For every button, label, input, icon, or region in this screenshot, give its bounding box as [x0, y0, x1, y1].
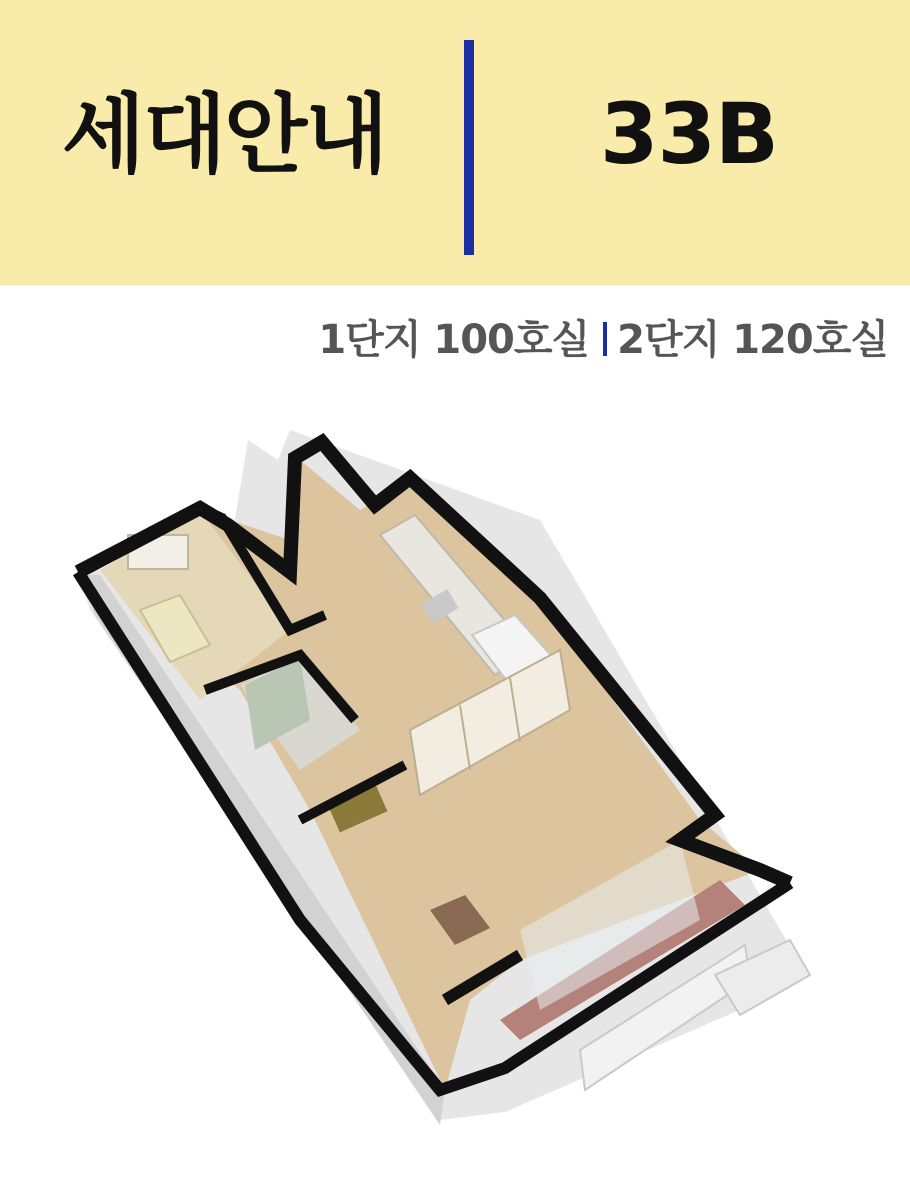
complex2-count: 2단지 120호실	[617, 317, 888, 363]
unit-type-label: 33B	[600, 85, 778, 183]
page-title: 세대안내	[62, 85, 387, 185]
complex1-count: 1단지 100호실	[318, 317, 590, 363]
header-divider	[464, 40, 474, 255]
header-banner	[0, 0, 910, 285]
floor-plan-image	[0, 400, 910, 1180]
count-separator	[603, 322, 607, 356]
unit-counts	[318, 317, 888, 363]
